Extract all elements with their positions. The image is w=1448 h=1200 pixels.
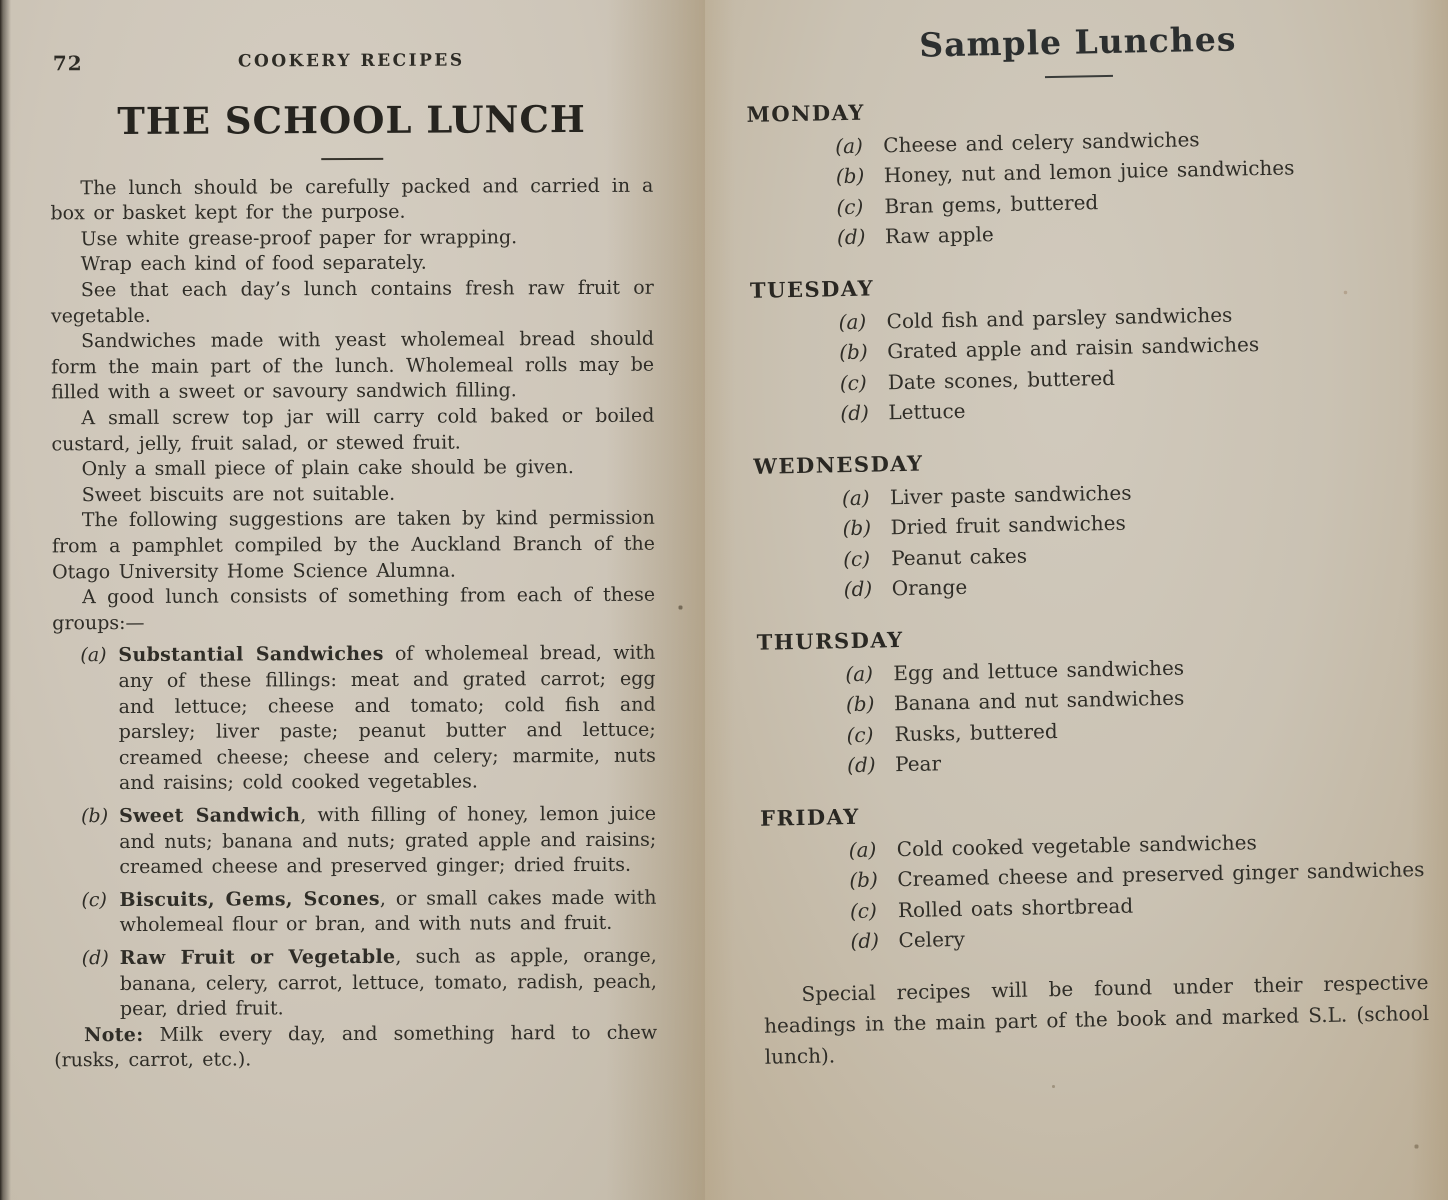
item-marker: (b) [839,340,868,365]
list-text: , with filling of honey, lemon juice and nuts; banana and nuts; grated apple and raisins; creamed cheese and preserved ginger; dried fruits. [119,802,657,879]
paragraph: A good lunch consists of something from each of these groups:— [52,583,656,635]
list-lead: Substantial Sandwiches [118,643,384,667]
list-text: , or small cakes made with wholemeal flour or bran, and with nuts and fruit. [119,886,657,937]
paragraph: See that each day’s lunch contains fresh raw fruit or vegetable. [50,276,654,327]
item-text: Honey, nut and lemon juice sandwiches [883,155,1295,188]
list-item [82,944,657,1023]
item-marker: (c) [849,898,877,924]
item-marker: (c) [846,722,874,748]
paragraph: Use white grease-proof paper for wrapping. [80,226,518,251]
running-header: COOKERY RECIPES [237,50,465,72]
paragraph: A small screw top jar will carry cold baked or boiled custard, jelly, fruit salad, or stewed fruit. [51,404,655,455]
item-text: Creamed cheese and preserved ginger sandwiches [897,857,1425,892]
item-marker: (a) [845,661,874,687]
item-text: Raw apple [884,222,994,249]
note-label: Note: [84,1023,144,1046]
right-page [705,0,1448,1200]
item-marker: (a) [848,837,877,863]
item-marker: (d) [840,401,870,426]
item-marker: (a) [835,133,864,159]
paragraph: The following suggestions are taken by kind permission from a pamphlet compiled by the Auckland Branch of the Otago University Home Science Alumna. [51,507,655,583]
list-marker: (a) [80,644,107,667]
paragraph: Sandwiches made with yeast wholemeal bread should form the main part of the lunch. Wholemeal rolls may be filled with a sweet or savoury sandwich filling. [51,327,655,404]
item-text: Rolled oats shortbread [897,893,1134,923]
item-text: Banana and nut sandwiches [893,686,1185,716]
list-item [81,802,656,881]
item-text: Date scones, buttered [887,365,1116,395]
day-section-thursday [757,615,1425,783]
list-marker: (d) [81,946,109,970]
list-text: , such as apple, orange, banana, celery, carrot, lettuce, tomato, radish, peach, pear, dried fruit. [119,944,657,1021]
day-section-friday [760,791,1428,959]
list-text: of wholemeal bread, with any of these fillings: meat and grated carrot; egg and lettuce; cheese and tomato; cold fish and parsley; liver paste; peanut butter and lettuce; creamed cheese; cheese and celery; marmite, nuts and raisins; cold cooked vegetables. [118,642,656,795]
day-name: MONDAY [746,99,866,127]
paper-specks [0,0,1,1]
left-body [50,173,657,1074]
right-page-content [745,17,1430,1073]
list-lead: Raw Fruit or Vegetable [119,945,396,969]
title-rule [1044,75,1112,78]
left-page [0,0,705,1200]
left-page-content [50,49,657,1074]
page-number: 72 [52,51,83,76]
item-text: Grated apple and raisin sandwiches [886,332,1260,364]
item-marker: (d) [843,577,873,602]
day-name: WEDNESDAY [753,450,924,479]
item-marker: (a) [841,485,870,511]
title-rule [321,158,383,160]
item-marker: (d) [836,225,866,250]
day-section-wednesday [753,439,1421,607]
item-text: Cold cooked vegetable sandwiches [896,830,1257,862]
paragraph: Only a small piece of plain cake should be given. [81,456,574,481]
item-text: Rusks, buttered [894,718,1058,747]
item-marker: (c) [839,370,867,396]
day-name: THURSDAY [756,626,904,655]
item-marker: (d) [846,752,876,778]
item-marker: (b) [835,164,865,189]
day-name: TUESDAY [749,275,875,303]
item-text: Cold fish and parsley sandwiches [886,302,1233,334]
item-text: Orange [891,575,968,601]
running-head [50,49,653,76]
item-text: Liver paste sandwiches [889,480,1132,510]
note-text: Milk every day, and something hard to chew (rusks, carrot, etc.). [54,1021,658,1072]
list-marker: (b) [81,805,109,828]
day-section-monday [746,87,1414,255]
list-item [81,885,656,939]
item-marker: (a) [838,309,867,335]
day-name: FRIDAY [759,803,861,831]
item-text: Bran gems, buttered [884,190,1099,219]
item-marker: (c) [836,194,864,220]
item-text: Dried fruit sandwiches [890,511,1126,540]
chapter-title: THE SCHOOL LUNCH [117,96,586,144]
sample-lunches-title: Sample Lunches [918,19,1237,65]
item-text: Peanut cakes [890,543,1028,571]
item-marker: (b) [849,867,879,893]
item-text: Pear [894,751,942,777]
paragraph: Wrap each kind of food separately. [80,252,427,276]
lunch-groups-list [52,641,657,1023]
item-text: Lettuce [888,399,966,425]
day-section-tuesday [750,263,1418,431]
item-marker: (b) [845,692,875,717]
item-text: Celery [898,927,965,953]
list-item [80,641,656,797]
item-marker: (c) [842,546,871,572]
paragraph: Sweet biscuits are not suitable. [81,482,396,506]
item-text: Cheese and celery sandwiches [883,127,1200,158]
item-marker: (d) [850,928,880,954]
list-lead: Biscuits, Gems, Scones [119,887,380,911]
note [54,1020,657,1074]
closing-paragraph: Special recipes will be found under their respective headings in the main part of the book and marked S.L. (school lunch). [763,969,1430,1069]
list-marker: (c) [81,888,107,911]
item-marker: (b) [842,516,872,541]
item-text: Egg and lettuce sandwiches [893,655,1185,686]
paragraph: The lunch should be carefully packed and carried in a box or basket kept for the purpose. [50,174,654,225]
list-lead: Sweet Sandwich [119,804,301,827]
